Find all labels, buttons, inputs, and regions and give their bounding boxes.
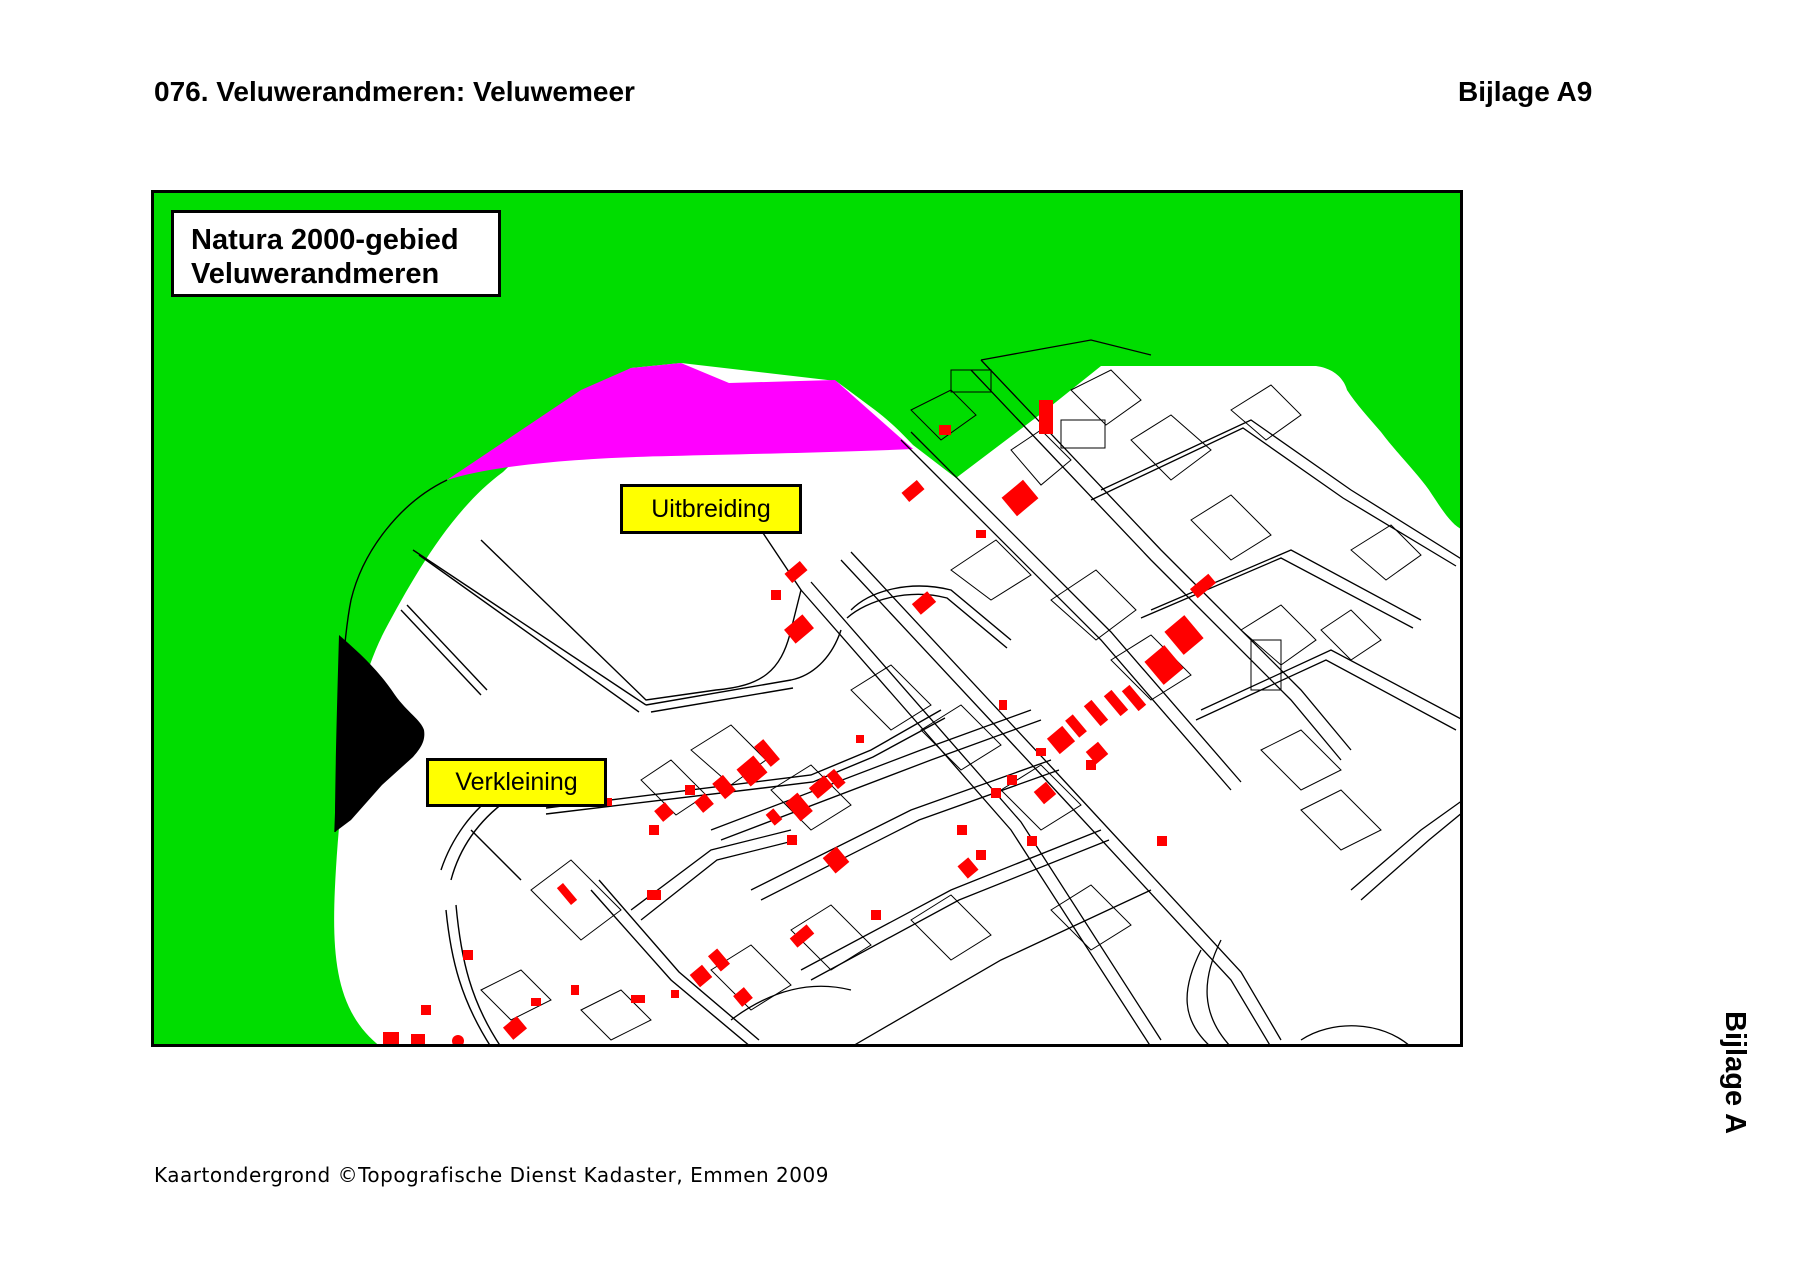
appendix-number: Bijlage A9 [1458, 76, 1593, 107]
appendix-side-label: Bijlage A [1719, 1011, 1751, 1135]
legend-line-1: Natura 2000-gebied [191, 224, 459, 256]
page-title: 076. Veluwerandmeren: Veluwemeer [154, 76, 635, 107]
map [151, 190, 1463, 1047]
reduction-label: Verkleining [426, 758, 607, 807]
extension-label: Uitbreiding [620, 484, 802, 534]
copyright-credit: Kaartondergrond ©Topografische Dienst Kadaster, Emmen 2009 [154, 1163, 829, 1187]
map-legend [171, 210, 501, 297]
legend-line-2: Veluwerandmeren [191, 258, 440, 290]
